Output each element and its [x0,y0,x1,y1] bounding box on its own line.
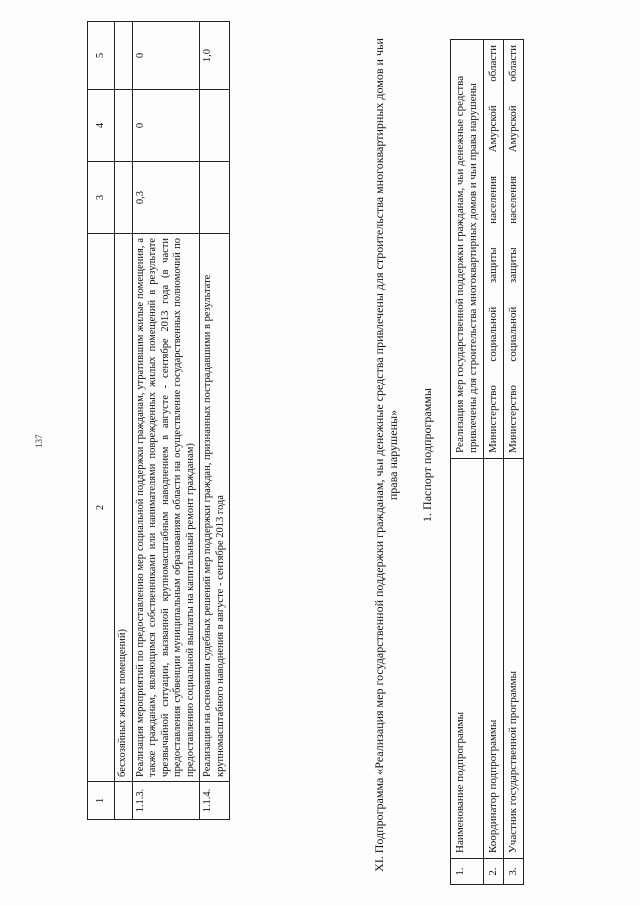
passport-row-label: Координатор подпрограммы [484,459,504,859]
passport-title: 1. Паспорт подпрограммы [420,388,434,522]
table-header-row [88,22,115,820]
row-value-col3 [200,162,230,234]
passport-row-number: 2. [484,859,504,885]
table-cell [115,90,133,162]
header-cell-5: 5 [88,22,115,90]
measures-table [87,21,230,820]
row-value-col5: 1,0 [200,22,230,90]
passport-row-label: Наименование подпрограммы [451,459,484,859]
passport-row [504,40,524,885]
row-text: Реализация на основании судебных решений мер поддержки граждан, признанных пострадавшими в результате крупномасштабного наводнения в августе - сентябре 2013 года [200,234,230,782]
header-cell-4: 4 [88,90,115,162]
row-number: 1.1.4. [200,782,230,820]
passport-row [484,40,504,885]
row-text: Реализация мероприятий по предоставлению мер социальной поддержки гражданам, утратившим жилые помещения, а также гражданам, являющимся собственниками или нанимателями поврежденных жилых помещений в результате чрезвычайной ситуации, вызванной крупномасштабным наводнением в августе - сентябре 2013 года (в части предоставления субвенции муниципальным образованиям области на осуществление государственных полномочий по предоставлению социальной выплаты на капитальный ремонт гражданам) [132,234,200,782]
page-number: 137 [34,434,44,448]
passport-row [451,40,484,885]
table-row [132,22,200,820]
passport-table [450,39,524,885]
passport-row-value: Реализация мер государственной поддержки гражданам, чьи денежные средства привлечены для строительства многоквартирных домов и чьи права нарушены [451,40,484,459]
passport-row-value: Министерство социальной защиты населения Амурской области [484,40,504,459]
passport-row-label: Участник государственной программы [504,459,524,859]
section-title: XI. Подпрограмма «Реализация мер государственной поддержки гражданам, чьи денежные средства привлечены для строительства многоквартирных домов и чьи права нарушены» [372,38,400,872]
row-value-col5: 0 [132,22,200,90]
header-cell-3: 3 [88,162,115,234]
row-value-col4 [200,90,230,162]
table-row-continuation [115,22,133,820]
header-cell-2: 2 [88,234,115,782]
table-cell [115,782,133,820]
continuation-text: бесхозяйных жилых помещений) [115,234,133,782]
passport-row-number: 3. [504,859,524,885]
passport-row-value: Министерство социальной защиты населения Амурской области [504,40,524,459]
table-row [200,22,230,820]
table-cell [115,22,133,90]
table-cell [115,162,133,234]
row-value-col4: 0 [132,90,200,162]
row-value-col3: 0,3 [132,162,200,234]
header-cell-1: 1 [88,782,115,820]
row-number: 1.1.3. [132,782,200,820]
passport-row-number: 1. [451,859,484,885]
